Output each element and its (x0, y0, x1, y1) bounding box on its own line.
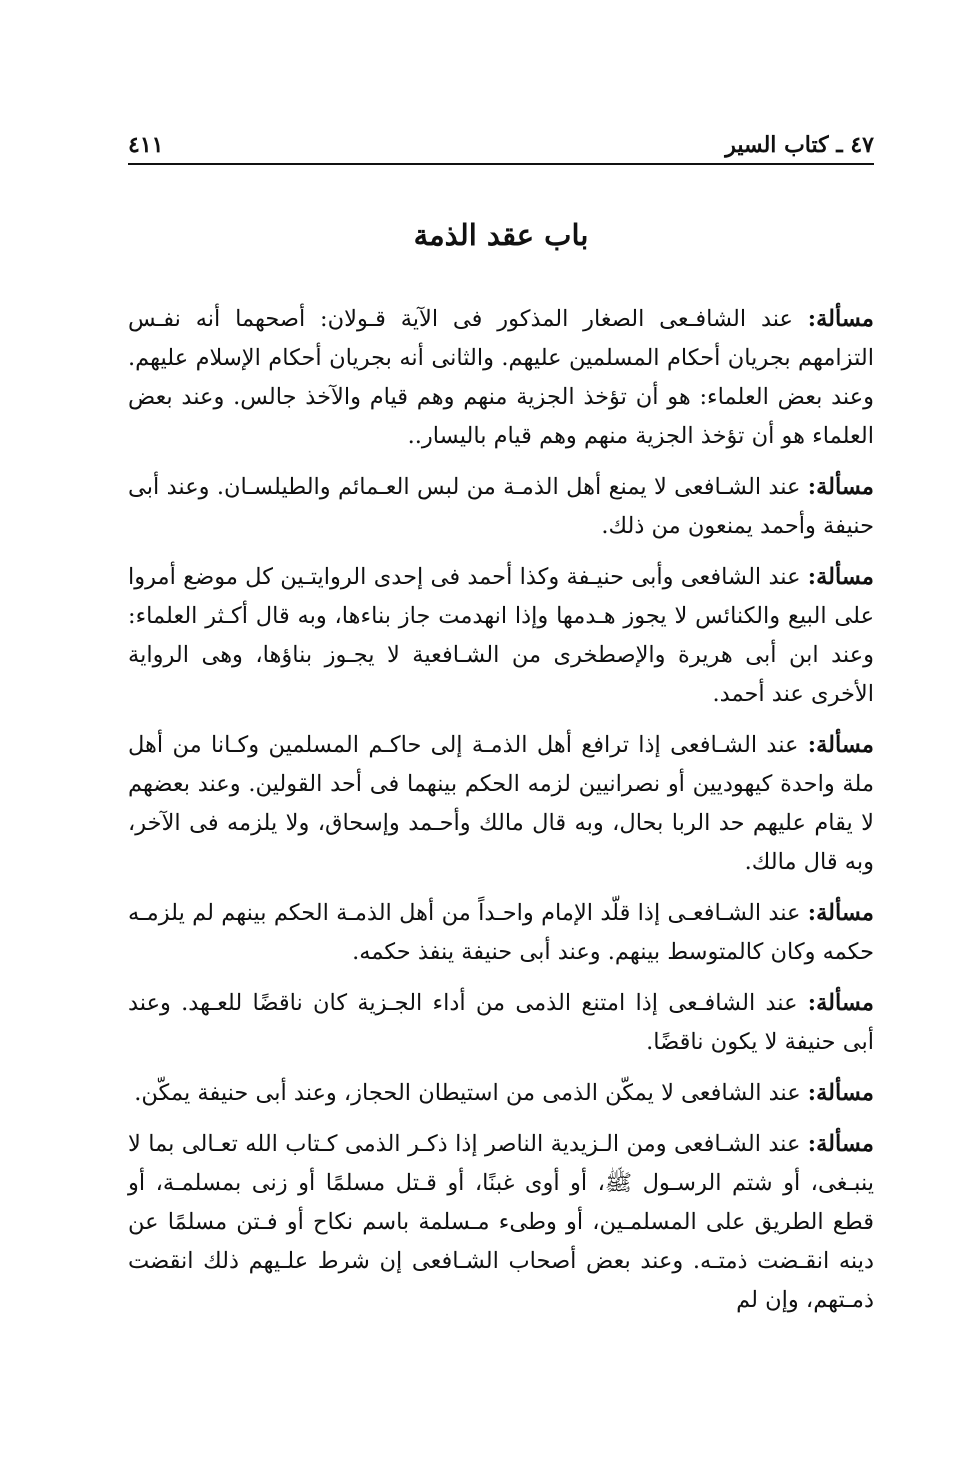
paragraph-text: عند الشـافعى لا يمنع أهل الذمـة من لبس العـمائم والطيلسـان. وعند أبى حنيفة وأحمد يمنعون من ذلك. (128, 474, 874, 539)
paragraph-text: عند الشافـعى إذا امتنع الذمى من أداء الجـزية كان ناقضًا للعـهد. وعند أبى حنيفة لا يكون ناقضًا. (128, 990, 874, 1055)
chapter-heading: ٤٧ ـ كتاب السير (725, 132, 874, 158)
paragraph-lead: مسألة: (807, 1080, 874, 1106)
paragraph (128, 726, 874, 882)
paragraph-lead: مسألة: (807, 474, 874, 500)
section-title: باب عقد الذمة (413, 218, 589, 252)
paragraph-text: عند الشـافعى إذا ترافع أهل الذمـة إلى حاكـم المسلمين وكـانا من أهل ملة واحدة كيهوديين أو نصرانيين لزمه الحكم بينهما فى أحد القولين. وعند بعضهم لا يقام عليهم حد الربا بحال، وبه قال مالك وأحـمد وإسحاق، ولا يلزمه فى الآخر، وبه قال مالك. (128, 732, 874, 875)
header-rule (128, 163, 874, 165)
paragraph (128, 984, 874, 1062)
paragraph-text: عند الشـافعـى إذا قلّد الإمام واحـداً من أهل الذمـة الحكم بينهم لم يلزمـه حكمه وكان كالمتوسط بينهم. وعند أبى حنيفة ينفذ حكمه. (128, 900, 874, 965)
body-text (128, 300, 874, 1320)
paragraph (128, 468, 874, 546)
paragraph (128, 1074, 874, 1113)
paragraph-lead: مسألة: (807, 900, 874, 926)
paragraph (128, 894, 874, 972)
running-head (128, 118, 874, 158)
paragraph-text: عند الشـافعى ومن الـزيدية الناصر إذا ذكـر الذمى كـتاب الله تعـالى بما لا ينبـغى، أو شتم الرسـول ﷺ، أو أوى غبنًا، أو قـتل مسلمًا أو زنى بمسلمـة، أو قطع الطريق على المسلمـين، أو وطىء مـسلمة باسم نكاح أو فـتن مسلمًا عن دينه انقـضت ذمتـه. وعند بعض أصحاب الشـافعى إن شرط علـيهم ذلك انقضت ذمـتهم، وإن لم (128, 1131, 874, 1313)
paragraph (128, 300, 874, 456)
paragraph-lead: مسألة: (807, 1131, 874, 1157)
paragraph-lead: مسألة: (807, 990, 874, 1016)
page-number: ٤١١ (128, 132, 164, 158)
paragraph-lead: مسألة: (807, 306, 874, 332)
paragraph (128, 558, 874, 714)
paragraph-text: عند الشافعى لا يمكّن الذمى من استيطان الحجاز، وعند أبى حنيفة يمكّن. (134, 1080, 808, 1106)
paragraph (128, 1125, 874, 1320)
paragraph-lead: مسألة: (807, 564, 874, 590)
paragraph-text: عند الشافـعى الصغار المذكور فى الآية قـولان: أصحهما أنه نفـس التزامهم بجريان أحكام المسلمين عليهم. والثانى أنه بجريان أحكام الإسلام عليهم. وعند بعض العلماء: هو أن تؤخذ الجزية منهم وهم قيام والآخذ جالس. وعند بعض العلماء هو أن تؤخذ الجزية منهم وهم قيام باليسار.. (128, 306, 874, 449)
paragraph-lead: مسألة: (807, 732, 874, 758)
paragraph-text: عند الشافعى وأبى حنيـفة وكذا أحمد فى إحدى الروايتـين كل موضع أمروا على البيع والكنائس لا يجوز هـدمها وإذا انهدمت جاز بناءها، وبه قال أكـثر العلماء: وعند ابن أبى هريرة والإصطخرى من الشـافعية لا يجـوز بناؤها، وهى الرواية الأخرى عند أحمد. (128, 564, 874, 707)
